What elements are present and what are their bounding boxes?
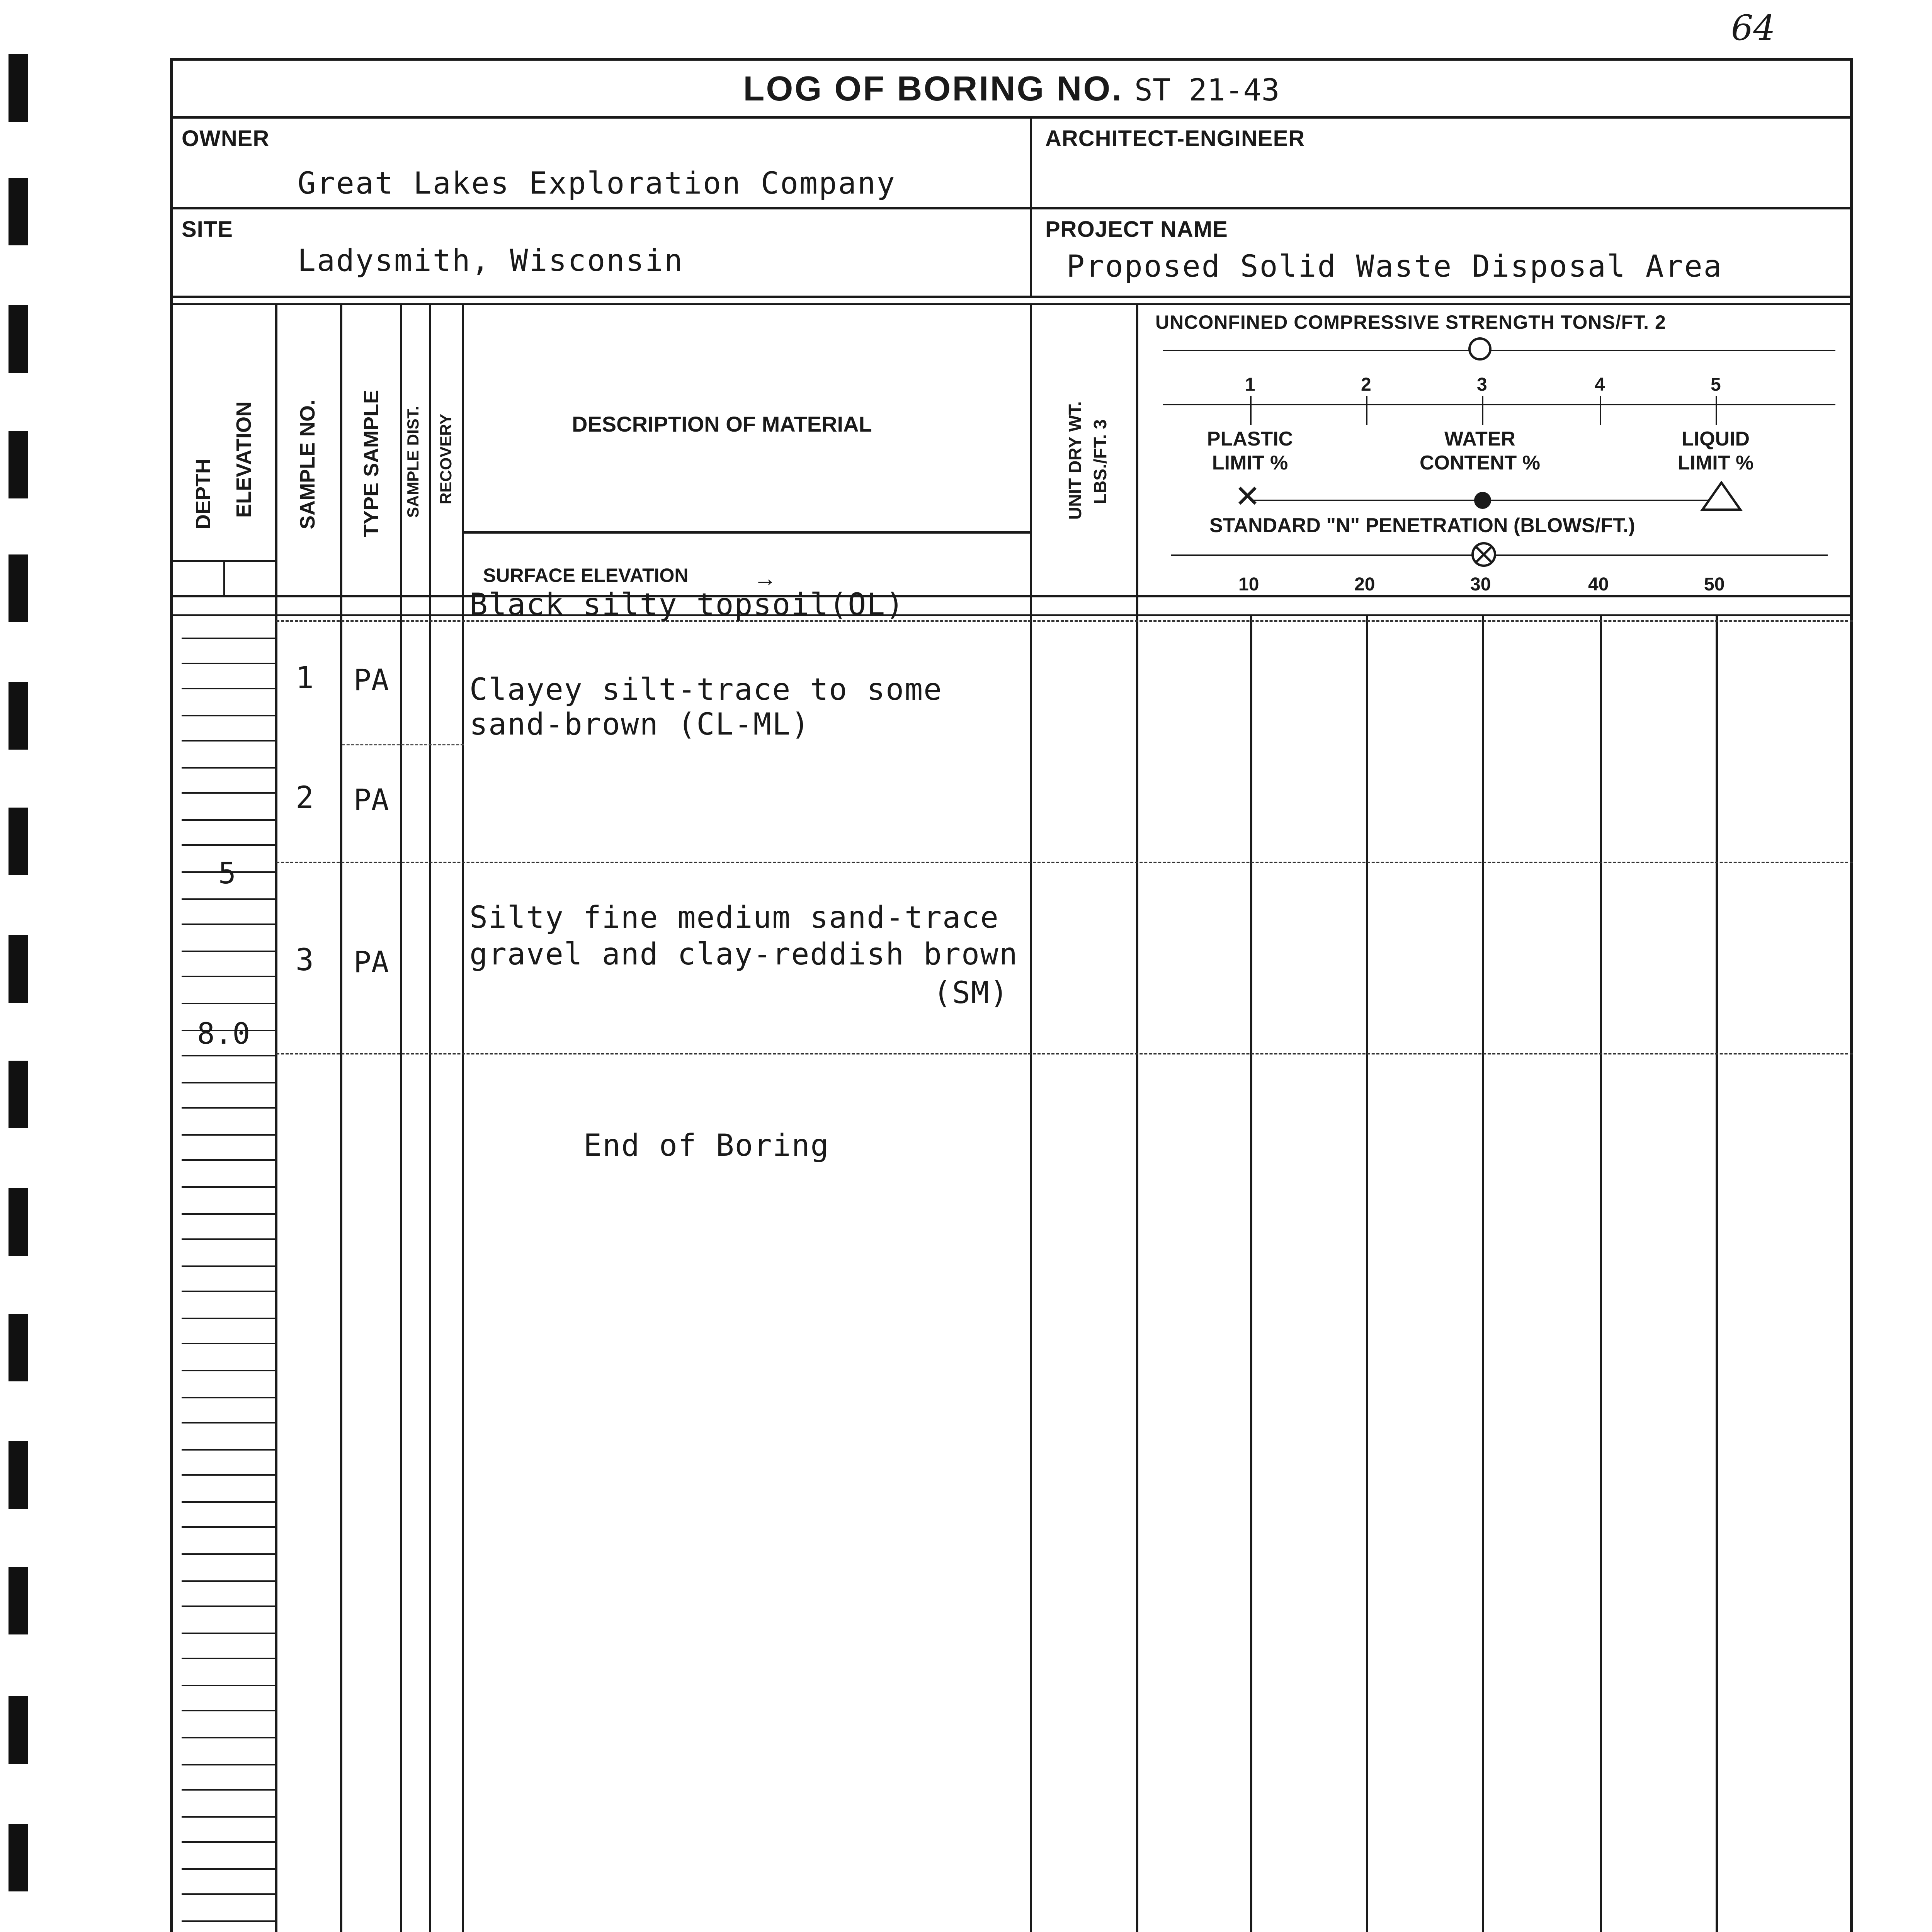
sample-3-type: PA	[354, 945, 389, 979]
sample-1-type: PA	[354, 663, 389, 697]
water-content-line1: WATER	[1444, 428, 1515, 450]
depth-header: DEPTH	[192, 458, 215, 529]
page-number: 64	[1731, 8, 1776, 48]
elevation-header: ELEVATION	[232, 401, 255, 518]
water-content-dot-icon	[1474, 492, 1491, 509]
form-title-row	[170, 58, 1853, 118]
unit-dry-wt-header: UNIT DRY WT.	[1065, 401, 1085, 520]
description-header: DESCRIPTION OF MATERIAL	[572, 412, 872, 436]
end-of-boring: End of Boring	[583, 1128, 830, 1163]
spt-title: STANDARD "N" PENETRATION (BLOWS/FT.)	[1209, 514, 1635, 537]
spt-tick-30: 30	[1470, 574, 1491, 595]
spt-tick-20: 20	[1354, 574, 1375, 595]
sample-no-header: SAMPLE NO.	[296, 399, 319, 529]
strength-title: UNCONFINED COMPRESSIVE STRENGTH TONS/FT. 2	[1155, 311, 1666, 333]
sample-1-no: 1	[296, 661, 314, 696]
spt-circle-x-icon	[1470, 541, 1497, 570]
surface-elevation-arrow: →	[753, 565, 777, 591]
plastic-limit-line1: PLASTIC	[1207, 428, 1293, 450]
strength-tick-4: 4	[1595, 374, 1605, 395]
sample-3-no: 3	[296, 943, 314, 978]
architect-label: ARCHITECT-ENGINEER	[1045, 126, 1305, 151]
liquid-limit-triangle-icon	[1700, 481, 1743, 514]
layer-2-line-1: Clayey silt-trace to some	[469, 672, 942, 707]
project-label: PROJECT NAME	[1045, 217, 1228, 242]
depth-mark-8: 8.0	[197, 1016, 250, 1051]
layer-3-line-3: (SM)	[933, 976, 1009, 1010]
site-label: SITE	[182, 217, 233, 242]
layer-2-line-2: sand-brown (CL-ML)	[469, 707, 810, 742]
layer-1-text: Black silty topsoil(OL)	[469, 587, 905, 622]
form-title: LOG OF BORING NO.	[743, 70, 1123, 108]
strength-tick-2: 2	[1361, 374, 1371, 395]
strength-circle-icon	[1468, 337, 1492, 361]
sample-dist-header: SAMPLE DIST.	[404, 406, 422, 518]
depth-mark-5: 5	[218, 856, 236, 890]
unit-dry-wt-units: LBS./FT. 3	[1090, 419, 1110, 504]
boring-number: ST 21-43	[1134, 73, 1280, 108]
plastic-limit-label	[1198, 427, 1302, 475]
liquid-limit-line2: LIMIT %	[1677, 452, 1754, 474]
owner-label: OWNER	[182, 126, 270, 151]
owner-value: Great Lakes Exploration Company	[298, 166, 896, 201]
sample-2-no: 2	[296, 781, 314, 815]
recovery-header: RECOVERY	[437, 413, 455, 504]
plastic-limit-x-icon: ✕	[1235, 479, 1261, 514]
spt-tick-10: 10	[1238, 574, 1259, 595]
strength-tick-3: 3	[1477, 374, 1487, 395]
spt-tick-50: 50	[1704, 574, 1725, 595]
sample-2-type: PA	[354, 782, 389, 817]
spt-tick-40: 40	[1588, 574, 1609, 595]
plastic-limit-line2: LIMIT %	[1212, 452, 1288, 474]
type-sample-header: TYPE SAMPLE	[360, 389, 383, 537]
strength-tick-1: 1	[1245, 374, 1255, 395]
strength-tick-5: 5	[1711, 374, 1721, 395]
water-content-label	[1406, 427, 1553, 475]
layer-3-line-1: Silty fine medium sand-trace	[469, 900, 999, 935]
project-value: Proposed Solid Waste Disposal Area	[1066, 249, 1723, 284]
surface-elevation-label: SURFACE ELEVATION	[483, 565, 689, 586]
liquid-limit-line1: LIQUID	[1681, 428, 1750, 450]
liquid-limit-label	[1658, 427, 1774, 475]
water-content-line2: CONTENT %	[1420, 452, 1540, 474]
layer-3-line-2: gravel and clay-reddish brown	[469, 937, 1018, 972]
site-value: Ladysmith, Wisconsin	[298, 243, 684, 278]
